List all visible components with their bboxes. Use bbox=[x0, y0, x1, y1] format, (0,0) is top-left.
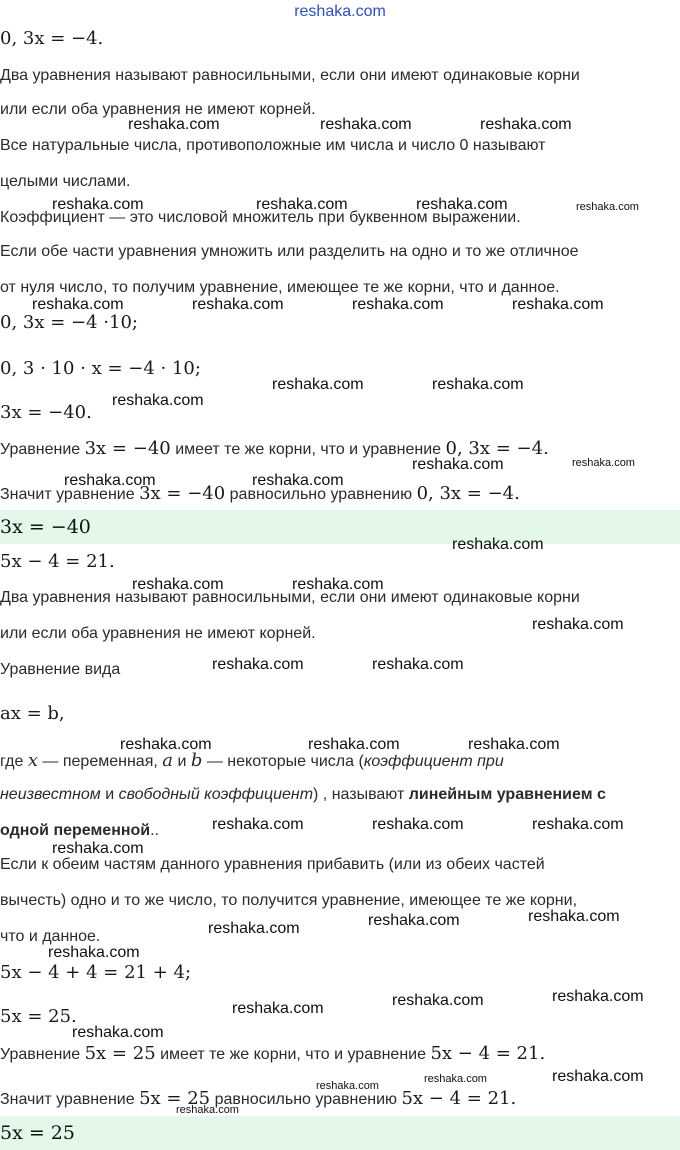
equation-line: 5x − 4 + 4 = 21 + 4; bbox=[0, 962, 192, 983]
watermark: reshaka.com bbox=[412, 456, 504, 473]
watermark: reshaka.com bbox=[512, 296, 604, 313]
watermark: reshaka.com bbox=[128, 116, 220, 133]
italic-term: неизвестном bbox=[0, 786, 101, 803]
text: где bbox=[0, 753, 24, 770]
text-line: что и данное. bbox=[0, 928, 101, 945]
watermark: reshaka.com bbox=[272, 376, 364, 393]
watermark: reshaka.com bbox=[212, 656, 304, 673]
italic-term: коэффициент при bbox=[363, 753, 504, 770]
text: и bbox=[105, 786, 115, 803]
equation-line: 5x = 25. bbox=[0, 1006, 77, 1027]
text-line: вычесть) одно и то же число, то получится уравнение, имеющее те же корни, bbox=[0, 892, 578, 909]
watermark: reshaka.com bbox=[532, 816, 624, 833]
text: Уравнение bbox=[0, 441, 81, 458]
bold-term: одной переменной bbox=[0, 822, 151, 839]
text-line bbox=[0, 1043, 545, 1064]
bold-term: линейным уравнением с bbox=[408, 786, 606, 803]
text: и bbox=[177, 753, 187, 770]
watermark: reshaka.com bbox=[308, 736, 400, 753]
text: .. bbox=[150, 822, 160, 839]
equation-line: 5x − 4 = 21. bbox=[0, 551, 115, 572]
text-line: Два уравнения называют равносильными, если они имеют одинаковые корни bbox=[0, 67, 580, 84]
watermark: reshaka.com bbox=[372, 656, 464, 673]
answer-text: 3x = −40 bbox=[0, 516, 91, 538]
watermark: reshaka.com bbox=[372, 816, 464, 833]
inline-math: x bbox=[27, 750, 38, 771]
text-line: Два уравнения называют равносильными, если они имеют одинаковые корни bbox=[0, 589, 580, 606]
text-line: Все натуральные числа, противоположные им числа и число 0 называют bbox=[0, 137, 546, 154]
text: Значит уравнение bbox=[0, 1091, 135, 1108]
site-header-link[interactable]: reshaka.com bbox=[294, 3, 386, 20]
watermark: reshaka.com bbox=[292, 576, 384, 593]
watermark: reshaka.com bbox=[320, 116, 412, 133]
watermark: reshaka.com bbox=[252, 472, 344, 489]
text-line bbox=[0, 822, 159, 840]
inline-math: 3x = −40 bbox=[139, 483, 226, 504]
text-line bbox=[0, 1088, 516, 1109]
text: равносильно уравнению bbox=[229, 486, 413, 503]
text-line: Если к обеим частям данного уравнения прибавить (или из обеих частей bbox=[0, 856, 545, 873]
watermark: reshaka.com bbox=[176, 1104, 239, 1116]
text: — переменная, bbox=[42, 753, 158, 770]
text: имеет те же корни, что и уравнение bbox=[175, 441, 442, 458]
answer-box bbox=[0, 510, 680, 544]
watermark: reshaka.com bbox=[192, 296, 284, 313]
watermark: reshaka.com bbox=[424, 1073, 487, 1085]
watermark: reshaka.com bbox=[368, 912, 460, 929]
watermark: reshaka.com bbox=[480, 116, 572, 133]
watermark: reshaka.com bbox=[392, 992, 484, 1009]
inline-math: 5x = 25 bbox=[84, 1043, 156, 1064]
watermark: reshaka.com bbox=[552, 988, 644, 1005]
watermark: reshaka.com bbox=[112, 392, 204, 409]
watermark: reshaka.com bbox=[212, 816, 304, 833]
watermark: reshaka.com bbox=[256, 196, 348, 213]
inline-math: 0, 3x = −4. bbox=[416, 483, 520, 504]
watermark: reshaka.com bbox=[416, 196, 508, 213]
inline-math: b bbox=[190, 750, 203, 771]
text: равносильно уравнению bbox=[214, 1091, 398, 1108]
equation-line: 0, 3x = −4 ·10; bbox=[0, 312, 138, 333]
watermark: reshaka.com bbox=[132, 576, 224, 593]
inline-math: 5x = 25 bbox=[139, 1088, 211, 1109]
text-line bbox=[0, 786, 606, 804]
watermark: reshaka.com bbox=[468, 736, 560, 753]
watermark: reshaka.com bbox=[52, 196, 144, 213]
watermark: reshaka.com bbox=[32, 296, 124, 313]
definition-line: Коэффициент — это числовой множитель при буквенном выражении. bbox=[0, 209, 521, 226]
watermark: reshaka.com bbox=[576, 201, 639, 213]
answer-text: 5x = 25 bbox=[0, 1122, 75, 1144]
text-line: Если обе части уравнения умножить или разделить на одно и то же отличное bbox=[0, 243, 579, 260]
equation-line: ax = b, bbox=[0, 703, 65, 724]
inline-math: 3x = −40 bbox=[84, 438, 171, 459]
watermark: reshaka.com bbox=[316, 1080, 379, 1092]
watermark: reshaka.com bbox=[552, 1068, 644, 1085]
watermark: reshaka.com bbox=[452, 536, 544, 553]
watermark: reshaka.com bbox=[72, 1024, 164, 1041]
text: — некоторые числа ( bbox=[206, 753, 364, 770]
watermark: reshaka.com bbox=[232, 1000, 324, 1017]
inline-math: 0, 3x = −4. bbox=[445, 438, 549, 459]
watermark: reshaka.com bbox=[52, 840, 144, 857]
text-line: или если оба уравнения не имеют корней. bbox=[0, 625, 316, 642]
watermark: reshaka.com bbox=[120, 736, 212, 753]
text: Уравнение bbox=[0, 1046, 81, 1063]
watermark: reshaka.com bbox=[208, 920, 300, 937]
text-line: от нуля число, то получим уравнение, имеющее те же корни, что и данное. bbox=[0, 279, 560, 296]
watermark: reshaka.com bbox=[432, 376, 524, 393]
equation-line: 0, 3 · 10 · x = −4 · 10; bbox=[0, 358, 201, 379]
inline-math: 5x − 4 = 21. bbox=[401, 1088, 517, 1109]
watermark: reshaka.com bbox=[532, 616, 624, 633]
watermark: reshaka.com bbox=[528, 908, 620, 925]
text: ) , называют bbox=[313, 786, 405, 803]
italic-term: свободный коэффициент bbox=[118, 786, 314, 803]
text-line: или если оба уравнения не имеют корней. bbox=[0, 101, 316, 118]
watermark: reshaka.com bbox=[572, 457, 635, 469]
equation-line: 0, 3x = −4. bbox=[0, 28, 104, 49]
inline-math: 5x − 4 = 21. bbox=[430, 1043, 546, 1064]
equation-line: 3x = −40. bbox=[0, 402, 92, 423]
text-line: Уравнение вида bbox=[0, 661, 121, 678]
text: имеет те же корни, что и уравнение bbox=[160, 1046, 426, 1063]
answer-box bbox=[0, 1116, 680, 1150]
inline-math: a bbox=[162, 750, 173, 771]
watermark: reshaka.com bbox=[64, 472, 156, 489]
text-line: целыми числами. bbox=[0, 173, 131, 190]
watermark: reshaka.com bbox=[48, 944, 140, 961]
text-line bbox=[0, 750, 504, 771]
watermark: reshaka.com bbox=[352, 296, 444, 313]
text: Значит уравнение bbox=[0, 486, 135, 503]
